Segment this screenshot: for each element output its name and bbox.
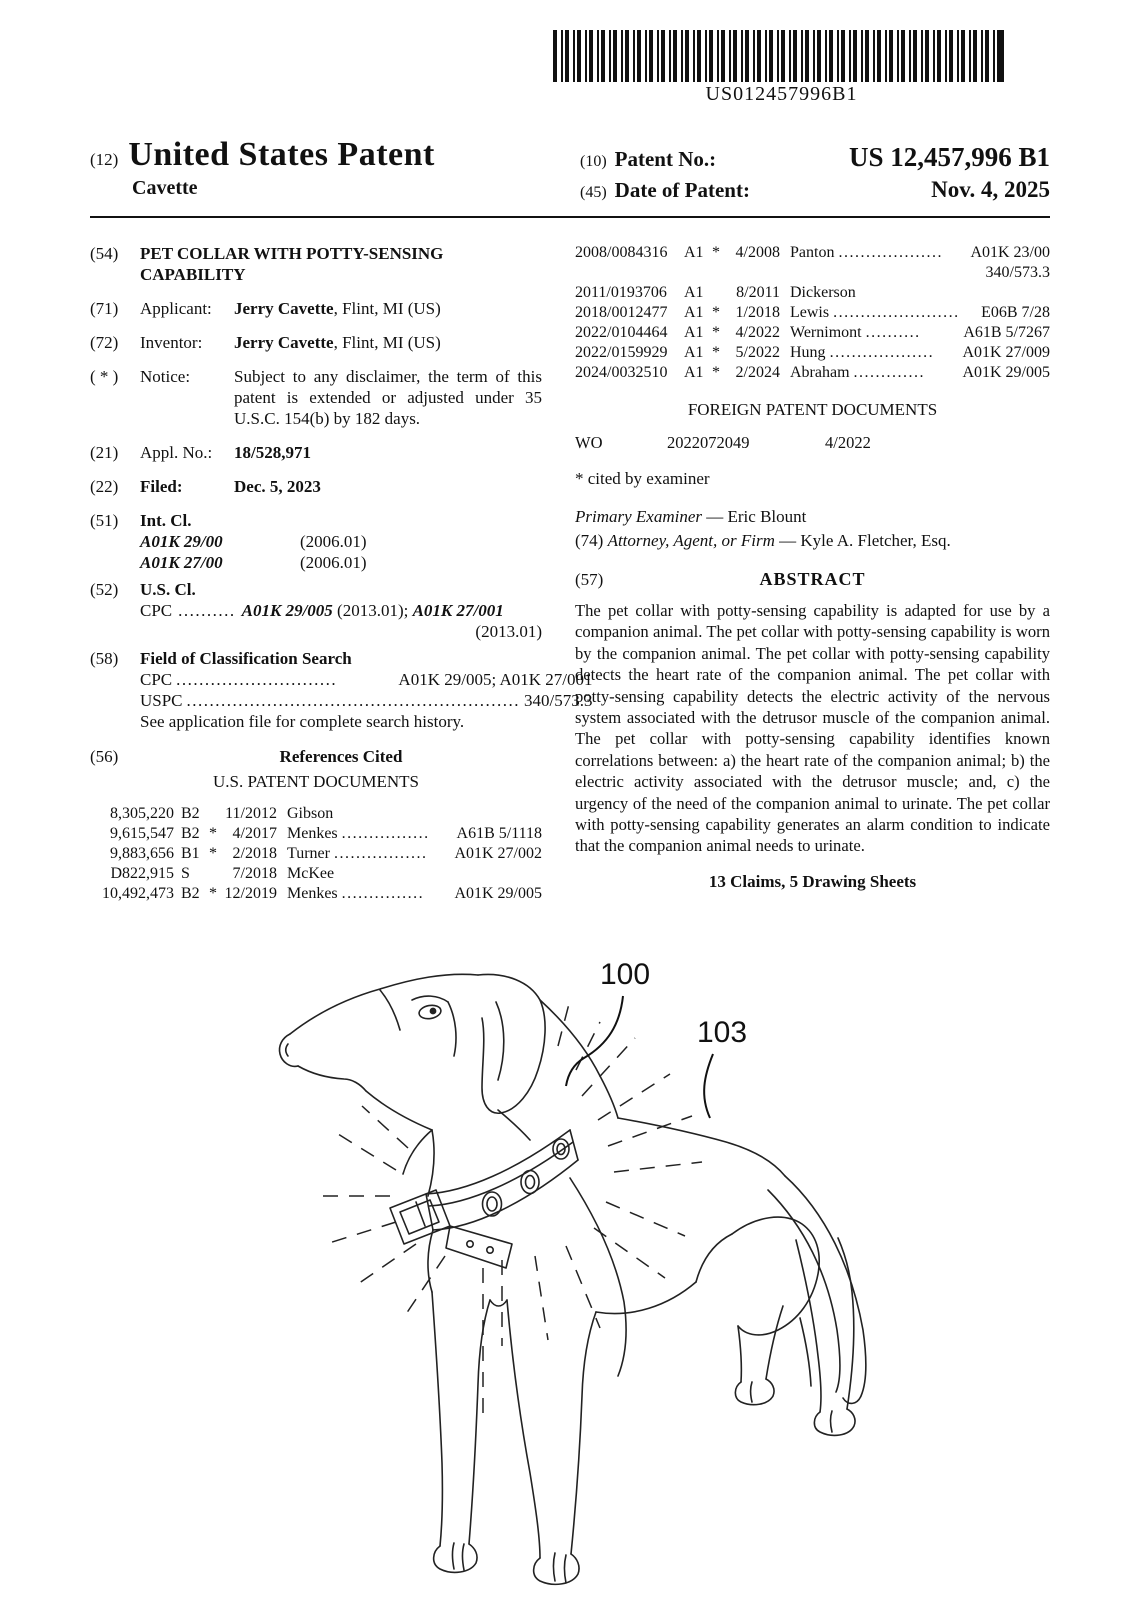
ref-star: * [209, 885, 217, 902]
cpc-code: A01K 29/005 [241, 601, 333, 620]
table-row [90, 864, 542, 884]
section-references-56 [90, 746, 542, 767]
ref-class: A01K 27/009 [962, 344, 1050, 361]
chest-between-legs [490, 1300, 507, 1306]
ref-number: 10,492,473 [102, 885, 174, 902]
section-title-54 [90, 243, 542, 285]
ref-number: 9,883,656 [110, 845, 174, 862]
foreign-patent-documents-heading: FOREIGN PATENT DOCUMENTS [687, 400, 938, 419]
dash-separator: — [702, 507, 728, 526]
appl-no-value: 18/528,971 [234, 443, 311, 462]
foreign-date: 4/2022 [825, 433, 871, 452]
ref-name: Turner [287, 845, 330, 862]
front-near-paw [534, 1554, 579, 1584]
field-number: (71) [90, 299, 119, 318]
dog-brow [412, 996, 448, 1002]
dot-leader: ............................ [176, 670, 338, 689]
collar-buckle-prong [416, 1202, 425, 1226]
primary-examiner-name: Eric Blount [727, 507, 807, 526]
ref-name: Wernimont [790, 324, 862, 341]
right-column [575, 243, 1050, 904]
leader-line-103 [704, 1054, 713, 1118]
ref-class: A01K 29/005 [962, 364, 1050, 381]
applicant-name: Jerry Cavette [234, 299, 334, 318]
document-title: United States Patent [128, 136, 435, 173]
ref-name: Hung [790, 344, 826, 361]
front-far-leg-back [469, 1300, 490, 1544]
barcode-text: US012457996B1 [705, 83, 858, 105]
ref-class: A01K 29/005 [454, 885, 542, 902]
collar-sensor-stud [521, 1171, 539, 1194]
ref-star: * [712, 344, 720, 361]
ref-class: A61B 5/1118 [456, 825, 542, 842]
hind-near-paw-toes [831, 1411, 833, 1432]
table-row [90, 804, 542, 824]
field-number: (54) [90, 244, 119, 263]
field-number: ( * ) [90, 367, 119, 386]
figure-label-103: 103 [696, 1016, 748, 1049]
front-near-leg-back [571, 1312, 596, 1554]
ref-star: * [209, 825, 217, 842]
abstract-text: The pet collar with potty-sensing capability is adapted for use by a companion animal. The pet collar with potty-sensing capability is worn by the companion animal. The pet collar with potty-sensing capability detects the heart rate of the companion animal. The pet collar with potty-sensing capability detects the electric activity of the nervous system associated with the detrusor muscle of the companion animal. The pet collar with potty-sensing capability identifies known correlations between: a) the heart rate of the companion animal; b) the electric activity associated with the detrusor muscle; and, c) the urgency of the need of the companion animal to urinate. The pet collar with potty-sensing capability generates an alarm condition to indicate that the companion animal needs to urinate. [575, 601, 1050, 856]
inventor-surname: Cavette [132, 177, 198, 199]
ref-number: 2008/0084316 [575, 244, 668, 261]
notice-text: Subject to any disclaimer, the term of this patent is extended or adjusted under 35 U.S.C. 154(b) by 182 days. [234, 367, 542, 428]
ref-date: 11/2012 [225, 805, 277, 822]
table-row [575, 323, 1050, 343]
table-row [90, 884, 542, 904]
inventor-name: Jerry Cavette [234, 333, 334, 352]
appl-no-label: Appl. No.: [140, 443, 213, 462]
section-field-search-58 [90, 648, 593, 732]
cited-by-examiner-note: * cited by examiner [575, 469, 710, 488]
dog-nostril [286, 1044, 288, 1056]
ref-name: Panton [790, 244, 835, 261]
ref-star: * [712, 244, 720, 261]
dot-leader: ................ [341, 825, 430, 842]
dog-stop-line [380, 990, 400, 1030]
field-number: (58) [90, 649, 119, 668]
date-field-number: (45) [580, 184, 607, 201]
foreign-country: WO [575, 433, 603, 452]
cpc-code-year-wrap: (2013.01) [475, 622, 542, 641]
cpc-value: A01K 29/005; A01K 27/001 [398, 670, 593, 689]
abstract-heading-row [575, 569, 1050, 590]
barcode [553, 30, 1010, 106]
ref-date: 7/2018 [232, 865, 277, 882]
ref-name: Dickerson [790, 284, 856, 301]
dot-leader: ....................... [833, 304, 960, 321]
notice-label: Notice: [140, 367, 191, 386]
ref-class-wrap: 340/573.3 [985, 264, 1050, 281]
foreign-ref-row [575, 432, 1050, 453]
ref-kind: S [181, 865, 190, 882]
dog-jaw [366, 1091, 432, 1130]
dog-flank [696, 1234, 732, 1282]
ref-star: * [712, 324, 720, 341]
dot-leader: ............. [853, 364, 926, 381]
front-far-paw [434, 1544, 477, 1572]
section-filed-22 [90, 476, 542, 497]
dog-thigh [732, 1217, 819, 1335]
field-number: (57) [575, 570, 604, 589]
field-number: (56) [90, 747, 119, 766]
ref-class: A01K 23/00 [970, 244, 1050, 261]
kind-code-number: (12) [90, 150, 119, 169]
front-near-paw-toes [554, 1553, 567, 1583]
dog-cheek-line [448, 1002, 456, 1056]
section-applicant-71 [90, 298, 542, 319]
header-rule [90, 216, 1050, 218]
collar-sensor-stud-inner [526, 1176, 535, 1189]
section-int-cl-51 [90, 510, 542, 573]
dog-belly [596, 1282, 696, 1314]
ref-date: 4/2022 [735, 324, 780, 341]
ref-date: 2/2024 [735, 364, 780, 381]
ref-name: McKee [287, 865, 335, 882]
attorney-line [575, 529, 1050, 553]
section-notice [90, 366, 542, 429]
dot-leader: ................... [829, 344, 935, 361]
ref-number: 9,615,547 [110, 825, 174, 842]
ref-class: E06B 7/28 [981, 304, 1050, 321]
cpc-label: CPC [140, 670, 173, 689]
ref-kind: A1 [684, 364, 704, 381]
collar-sensor-stud [553, 1139, 569, 1159]
invention-title: PET COLLAR WITH POTTY-SENSING CAPABILITY [140, 244, 444, 284]
primary-examiner-line [575, 505, 1050, 529]
collar-sensor-stud-inner [487, 1197, 497, 1211]
dot-leader: ............... [341, 885, 425, 902]
ref-star: * [712, 364, 720, 381]
table-row [90, 844, 542, 864]
patent-no-field-number: (10) [580, 153, 607, 170]
claims-drawing-sheets-line: 13 Claims, 5 Drawing Sheets [708, 871, 917, 891]
table-row [575, 363, 1050, 383]
ref-kind: B1 [181, 845, 200, 862]
table-row [575, 343, 1050, 363]
inventor-label: Inventor: [140, 333, 203, 352]
ref-date: 8/2011 [736, 284, 780, 301]
ref-number: 2024/0032510 [575, 364, 668, 381]
leader-line-100 [566, 996, 623, 1086]
ref-number: 2011/0193706 [575, 284, 667, 301]
ref-kind: A1 [684, 324, 704, 341]
dash-separator: — [774, 531, 801, 550]
collar-buckle-frame [390, 1190, 450, 1244]
applicant-label: Applicant: [140, 299, 212, 318]
collar-signal-dashes [318, 1000, 702, 1418]
date-of-patent-label: Date of Patent: [614, 178, 750, 202]
header-right [580, 136, 1050, 207]
hind-near-leg-front [796, 1240, 821, 1412]
date-of-patent-value: Nov. 4, 2025 [931, 177, 1050, 202]
uspc-label: USPC [140, 691, 183, 710]
dog-tail-inner [768, 1190, 840, 1392]
collar-inner-edge [429, 1142, 573, 1206]
section-inventor-72 [90, 332, 542, 353]
ref-class: A61B 5/7267 [963, 324, 1050, 341]
collar-sensor-stud [483, 1192, 502, 1216]
dot-leader: ................... [838, 244, 943, 261]
front-far-leg-front [432, 1292, 442, 1546]
ref-number: 2022/0104464 [575, 324, 668, 341]
ref-star [209, 864, 221, 884]
hind-far-paw [735, 1379, 774, 1405]
dog-throat-line [403, 1130, 432, 1174]
hind-far-leg [738, 1326, 741, 1382]
collar-strap-hole [487, 1247, 493, 1253]
field-number: (52) [90, 580, 119, 599]
inventor-location: , Flint, MI (US) [333, 333, 441, 352]
ref-class: A01K 27/002 [454, 845, 542, 862]
dot-leader: .......... [865, 324, 921, 341]
int-cl-year: (2006.01) [300, 532, 367, 551]
front-near-leg-front [507, 1300, 540, 1558]
bibliographic-columns [90, 243, 1050, 904]
dog-pupil [430, 1008, 435, 1013]
dog-nose [279, 1034, 298, 1066]
hind-far-leg-back [766, 1306, 783, 1379]
section-appl-no-21 [90, 442, 542, 463]
int-cl-label: Int. Cl. [140, 511, 192, 530]
ref-date: 5/2022 [735, 344, 780, 361]
patent-no-value: US 12,457,996 B1 [848, 142, 1050, 172]
hind-near-leg-back [838, 1238, 854, 1409]
table-row [90, 824, 542, 844]
int-cl-code: A01K 29/00 [140, 532, 223, 551]
ref-name: Menkes [287, 885, 338, 902]
hind-far-paw-toes [751, 1382, 753, 1402]
ref-kind: A1 [684, 304, 704, 321]
ref-date: 4/2017 [232, 825, 277, 842]
references-cited-heading: References Cited [279, 747, 403, 766]
field-number: (21) [90, 443, 119, 462]
ref-name: Gibson [287, 805, 334, 822]
header-left [90, 136, 550, 207]
ref-kind: B2 [181, 885, 200, 902]
foreign-number: 2022072049 [667, 433, 750, 452]
applicant-location: , Flint, MI (US) [333, 299, 441, 318]
page-header [90, 136, 1050, 207]
table-row [575, 303, 1050, 323]
hind-hock-line [800, 1318, 811, 1386]
cpc-label: CPC [140, 601, 173, 620]
dog-tail-outer [785, 1176, 866, 1403]
ref-number: 2018/0012477 [575, 304, 668, 321]
primary-examiner-label: Primary Examiner [575, 507, 703, 526]
hind-near-paw [814, 1409, 855, 1435]
ref-date: 4/2008 [735, 244, 780, 261]
ref-kind: A1 [684, 284, 704, 301]
abstract-heading: ABSTRACT [759, 569, 866, 589]
us-patent-documents-table-continued [575, 243, 1050, 383]
filed-label: Filed: [140, 477, 183, 496]
ref-kind: A1 [684, 344, 704, 361]
ref-star [209, 804, 221, 824]
ref-number: D822,915 [110, 865, 174, 882]
dog-neck-under-ear [498, 1110, 530, 1140]
search-history-note: See application file for complete search history. [140, 712, 465, 731]
dot-leader: .......................................................... [186, 691, 521, 710]
ref-star: * [712, 304, 720, 321]
ref-star [712, 283, 724, 303]
ref-star: * [209, 845, 217, 862]
int-cl-year: (2006.01) [300, 553, 367, 572]
ref-date: 2/2018 [232, 845, 277, 862]
us-cl-label: U.S. Cl. [140, 580, 196, 599]
ref-number: 2022/0159929 [575, 344, 668, 361]
ref-name: Abraham [790, 364, 850, 381]
ref-kind: B2 [181, 825, 200, 842]
ref-kind: A1 [684, 244, 704, 261]
barcode-bars [553, 30, 1010, 82]
patent-figure-dog-drawing [240, 938, 920, 1593]
front-far-paw-toes [453, 1543, 465, 1570]
collar-end-caps [426, 1130, 578, 1230]
table-row [575, 283, 1050, 303]
collar-top-edge [426, 1130, 570, 1194]
int-cl-code: A01K 27/00 [140, 553, 223, 572]
patent-figure [240, 938, 920, 1593]
uspc-value: 340/573.3 [524, 691, 593, 710]
cpc-code: A01K 27/001 [412, 601, 504, 620]
section-us-cl-52 [90, 579, 542, 642]
field-number: (51) [90, 511, 119, 530]
dog-back [618, 1118, 785, 1176]
dog-throat [428, 1130, 434, 1196]
dog-mouth [298, 1066, 366, 1091]
dot-leader: .......... [178, 601, 236, 620]
field-number: (74) [575, 531, 608, 550]
table-row [575, 243, 1050, 263]
ref-date: 12/2019 [224, 885, 277, 902]
figure-label-100: 100 [599, 958, 651, 991]
attorney-label: Attorney, Agent, or Firm [607, 531, 775, 550]
attorney-name: Kyle A. Fletcher, Esq. [800, 531, 951, 550]
ref-name: Lewis [790, 304, 830, 321]
field-number: (72) [90, 333, 119, 352]
collar-strap-hole [467, 1241, 473, 1247]
field-search-label: Field of Classification Search [140, 649, 352, 668]
dot-leader: ................. [333, 845, 428, 862]
filed-date: Dec. 5, 2023 [234, 477, 321, 496]
dog-ear-inner [496, 1002, 504, 1080]
us-patent-documents-table [90, 804, 542, 904]
ref-date: 1/2018 [735, 304, 780, 321]
dog-neck-back [540, 1000, 618, 1118]
field-number: (22) [90, 477, 119, 496]
dog-ear-outer [478, 974, 545, 1113]
ref-name: Menkes [287, 825, 338, 842]
ref-number: 8,305,220 [110, 805, 174, 822]
ref-kind: B2 [181, 805, 200, 822]
cpc-code-year: (2013.01); [332, 601, 413, 620]
patent-no-label: Patent No.: [614, 147, 717, 171]
dog-chest-front [428, 1230, 433, 1292]
us-patent-documents-heading: U.S. PATENT DOCUMENTS [213, 772, 419, 791]
